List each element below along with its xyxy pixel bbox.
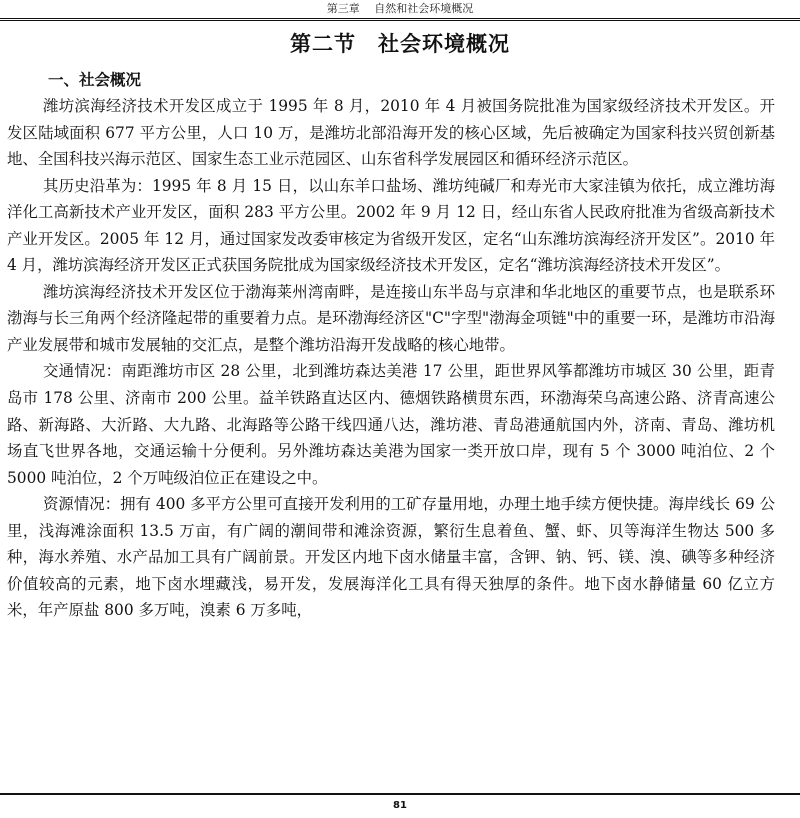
page-number: 81 (393, 800, 407, 811)
body-text (7, 93, 775, 624)
paragraph-location: 潍坊滨海经济技术开发区位于渤海莱州湾南畔，是连接山东半岛与京津和华北地区的重要节点，也是联系环渤海与长三角两个经济隆起带的重要着力点。是环渤海经济区"C"字型"渤海金项链"中的重要一环，是潍坊市沿海产业发展带和城市发展轴的交汇点，是整个潍坊沿海开发战略的核心地带。 (7, 282, 775, 354)
header-rule (0, 18, 800, 21)
section-title: 第二节 社会环境概况 (290, 32, 510, 56)
subheading-social-overview: 一、社会概况 (48, 71, 142, 89)
paragraph-establishment: 潍坊滨海经济技术开发区成立于 1995 年 8 月，2010 年 4 月被国务院批准为国家级经济技术开发区。开发区陆域面积 677 平方公里，人口 10 万，是潍坊北部沿海开发的核心区域，先后被确定为国家科技兴贸创新基地、全国科技兴海示范区、国家生态工业示范园区、山东省科学发展园区和循环经济示范区。 (7, 97, 775, 169)
running-header: 第三章 自然和社会环境概况 (326, 2, 474, 15)
paragraph-resources: 资源情况：拥有 400 多平方公里可直接开发利用的工矿存量用地，办理土地手续方便快捷。海岸线长 69 公里，浅海滩涂面积 13.5 万亩，有广阔的潮间带和滩涂资源，繁衍生息着鱼、蟹、虾、贝等海洋生物达 500 多种，海水养殖、水产品加工具有广阔前景。开发区内地下卤水储量丰富，含钾、钠、钙、镁、溴、碘等多种经济价值较高的元素，地下卤水埋藏浅，易开发，发展海洋化工具有得天独厚的条件。地下卤水静储量 60 亿立方米，年产原盐 800 多万吨，溴素 6 万多吨， (7, 495, 775, 620)
paragraph-history: 其历史沿革为：1995 年 8 月 15 日，以山东羊口盐场、潍坊纯碱厂和寿光市大家洼镇为依托，成立潍坊海洋化工高新技术产业开发区，面积 283 平方公里。2002 年 9 月 12 日，经山东省人民政府批准为省级高新技术产业开发区。2005 年 12 月，通过国家发改委审核定为省级开发区，定名“山东潍坊滨海经济开发区”。2010 年 4 月，潍坊滨海经济开发区正式获国务院批成为国家级经济技术开发区，定名“潍坊滨海经济技术开发区”。 (7, 176, 775, 275)
footer-rule (0, 793, 800, 795)
paragraph-transport: 交通情况：南距潍坊市区 28 公里，北到潍坊森达美港 17 公里，距世界风筝都潍坊市城区 30 公里，距青岛市 178 公里、济南市 200 公里。益羊铁路直达区内、德烟铁路横贯东西，环渤海荣乌高速公路、济青高速公路、新海路、大沂路、大九路、北海路等公路干线四通八达，潍坊港、青岛港通航国内外，济南、青岛、潍坊机场直飞世界各地，交通运输十分便利。另外潍坊森达美港为国家一类开放口岸，现有 5 个 3000 吨泊位、2 个 5000 吨泊位，2 个万吨级泊位正在建设之中。 (7, 362, 775, 487)
